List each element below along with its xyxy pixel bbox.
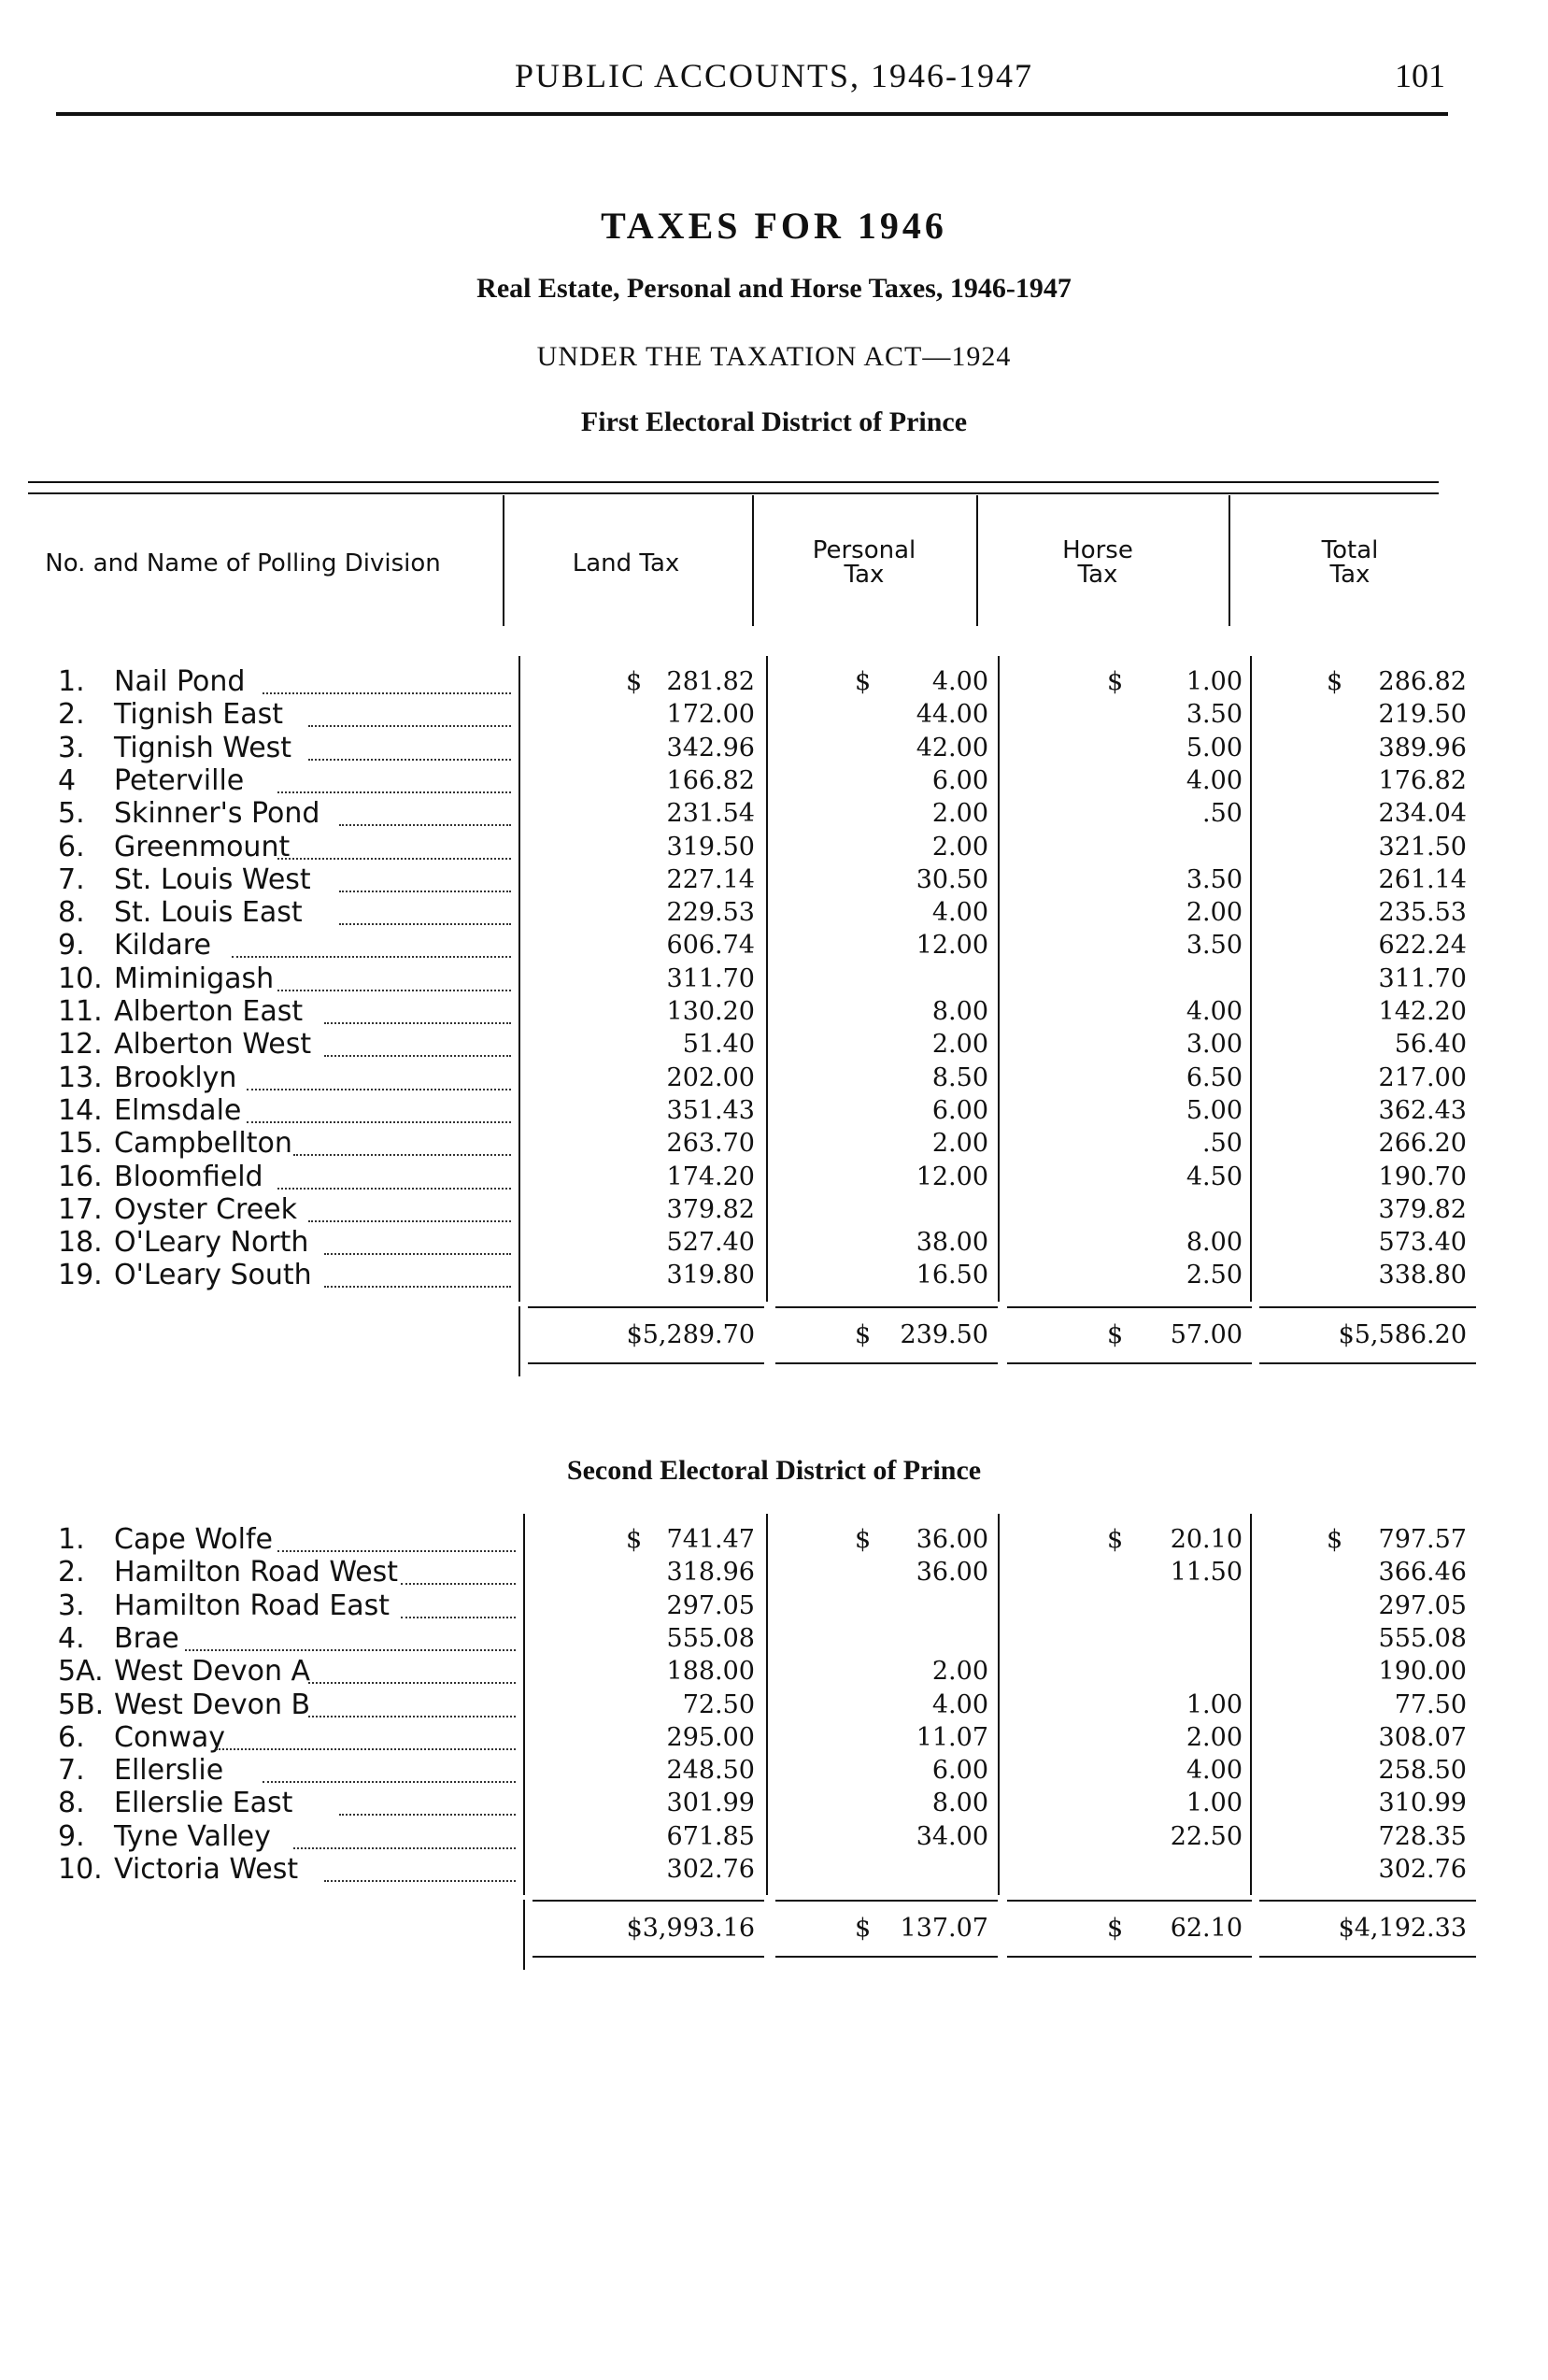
total-rule	[1007, 1306, 1252, 1308]
dot-leader	[277, 1188, 511, 1190]
division-name: Miminigash	[114, 962, 275, 995]
land-tax-value: 229.53	[666, 898, 755, 928]
dot-leader	[263, 692, 512, 694]
land-tax-value: 281.82	[666, 667, 755, 696]
land-tax-value: 202.00	[666, 1062, 755, 1092]
division-name: Hamilton Road West	[114, 1556, 399, 1589]
polling-division	[58, 1523, 273, 1556]
dot-leader	[324, 1055, 512, 1057]
horse-tax-total: 62.10	[1170, 1914, 1243, 1944]
column-divider	[1250, 1514, 1252, 1895]
land-tax-value: 379.82	[666, 1194, 755, 1224]
polling-division	[58, 1028, 311, 1061]
personal-tax-value: 6.00	[931, 1095, 988, 1125]
total-tax-value: 176.82	[1378, 765, 1467, 795]
division-number: 14.	[58, 1093, 103, 1127]
division-name: Elmsdale	[114, 1093, 242, 1127]
column-divider	[518, 656, 520, 1302]
header-divider	[503, 495, 504, 626]
division-name: Oyster Creek	[114, 1192, 297, 1226]
total-tax-total: $5,586.20	[1338, 1319, 1467, 1349]
total-rule	[1007, 1900, 1252, 1902]
total-tax-value: 261.14	[1378, 864, 1467, 894]
column-divider	[998, 1514, 1000, 1895]
division-number: 7.	[58, 1754, 85, 1788]
dot-leader	[277, 1550, 516, 1552]
total-tax-value: 362.43	[1378, 1095, 1467, 1125]
dot-leader	[308, 1220, 511, 1222]
polling-division	[58, 698, 283, 731]
header-divider	[1228, 495, 1230, 626]
division-number: 18.	[58, 1226, 103, 1260]
land-tax-value: 342.96	[666, 733, 755, 762]
dot-leader	[324, 1286, 512, 1288]
dot-leader	[339, 824, 511, 826]
dollar-sign: $	[626, 1525, 643, 1554]
division-name: O'Leary North	[114, 1226, 309, 1260]
polling-division	[58, 1161, 263, 1193]
horse-tax-value: 2.50	[1186, 1261, 1243, 1290]
dot-leader	[324, 1880, 517, 1882]
horse-tax-value: 1.00	[1186, 1789, 1243, 1818]
polling-division	[58, 665, 245, 698]
dot-leader	[277, 791, 511, 793]
total-tax-value: 258.50	[1378, 1756, 1467, 1786]
personal-tax-value: 12.00	[916, 1161, 988, 1191]
division-name: Kildare	[114, 929, 211, 962]
polling-division	[58, 732, 291, 764]
total-tax-value: 622.24	[1378, 931, 1467, 961]
total-tax-value: 366.46	[1378, 1558, 1467, 1588]
personal-tax-value: 38.00	[916, 1228, 988, 1258]
polling-division	[58, 764, 244, 797]
division-number: 3.	[58, 1589, 85, 1622]
division-number: 17.	[58, 1192, 103, 1226]
horse-tax-value: 1.00	[1186, 667, 1243, 696]
dot-leader	[339, 891, 511, 892]
total-rule	[533, 1900, 764, 1902]
land-tax-value: 166.82	[666, 765, 755, 795]
dot-leader	[308, 1716, 516, 1717]
division-number: 3.	[58, 731, 85, 764]
land-tax-value: 297.05	[666, 1590, 755, 1620]
dot-leader	[247, 1121, 511, 1123]
division-name: Brooklyn	[114, 1061, 237, 1094]
total-tax-value: 219.50	[1378, 700, 1467, 730]
polling-division	[58, 863, 311, 896]
polling-division	[58, 929, 211, 962]
dollar-sign: $	[1107, 667, 1124, 696]
division-name: Victoria West	[114, 1853, 299, 1886]
total-tax-value: 308.07	[1378, 1722, 1467, 1752]
land-tax-value: 319.50	[666, 832, 755, 862]
dot-leader	[277, 858, 511, 860]
division-number: 5.	[58, 797, 85, 831]
land-tax-value: 311.70	[666, 963, 755, 993]
horse-tax-value: 1.00	[1186, 1689, 1243, 1719]
dot-leader	[216, 1748, 516, 1750]
dollar-sign: $	[855, 667, 872, 696]
land-tax-value: 188.00	[666, 1657, 755, 1687]
polling-division	[58, 1655, 310, 1688]
total-tax-value: 77.50	[1394, 1689, 1467, 1719]
total-rule	[1259, 1956, 1476, 1958]
personal-tax-value: 42.00	[916, 733, 988, 762]
dot-leader	[247, 1089, 511, 1090]
personal-tax-value: 34.00	[916, 1821, 988, 1851]
total-rule	[775, 1362, 998, 1364]
division-number: 5A.	[58, 1655, 104, 1689]
horse-tax-value: .50	[1202, 1129, 1243, 1159]
horse-tax-value: 11.50	[1170, 1558, 1243, 1588]
personal-tax-value: 12.00	[916, 931, 988, 961]
dollar-sign: $	[1107, 1525, 1124, 1554]
division-number: 9.	[58, 929, 85, 962]
total-tax-value: 338.80	[1378, 1261, 1467, 1290]
polling-division	[58, 1259, 312, 1291]
land-tax-value: 295.00	[666, 1722, 755, 1752]
division-name: Ellerslie East	[114, 1787, 293, 1820]
division-number: 2.	[58, 698, 85, 732]
personal-tax-value: 2.00	[931, 799, 988, 829]
land-tax-value: 527.40	[666, 1228, 755, 1258]
dot-leader	[339, 1814, 516, 1816]
division-number: 6.	[58, 1720, 85, 1754]
division-name: O'Leary South	[114, 1259, 312, 1292]
total-tax-value: 190.70	[1378, 1161, 1467, 1191]
land-tax-value: 671.85	[666, 1821, 755, 1851]
polling-division	[58, 1820, 271, 1853]
total-tax-value: 310.99	[1378, 1789, 1467, 1818]
dot-leader	[308, 1682, 516, 1684]
polling-division	[58, 1226, 308, 1259]
division-name: Cape Wolfe	[114, 1523, 273, 1556]
land-tax-value: 174.20	[666, 1161, 755, 1191]
personal-tax-value: 6.00	[931, 1756, 988, 1786]
horse-tax-total: 57.00	[1170, 1319, 1243, 1349]
division-number: 8.	[58, 896, 85, 930]
dot-leader	[308, 759, 511, 761]
personal-tax-value: 30.50	[916, 864, 988, 894]
district-2-title: Second Electoral District of Prince	[566, 1455, 982, 1486]
polling-division	[58, 1853, 298, 1886]
dot-leader	[263, 1781, 517, 1783]
division-number: 11.	[58, 995, 103, 1028]
column-divider	[1250, 656, 1252, 1302]
subtitle: Real Estate, Personal and Horse Taxes, 1946-1947	[476, 273, 1072, 304]
polling-division	[58, 1689, 310, 1721]
total-rule	[775, 1956, 998, 1958]
personal-tax-total: 239.50	[900, 1319, 988, 1349]
division-name: Bloomfield	[114, 1160, 263, 1193]
total-rule	[1259, 1362, 1476, 1364]
col-header-horse-line1: Horse	[1062, 536, 1133, 564]
division-name: Tignish East	[114, 698, 284, 732]
dollar-sign: $	[855, 1914, 872, 1944]
dot-leader	[232, 956, 512, 958]
dot-leader	[339, 923, 511, 925]
division-number: 5B.	[58, 1688, 105, 1721]
personal-tax-value: 2.00	[931, 832, 988, 862]
total-tax-value: 266.20	[1378, 1129, 1467, 1159]
polling-division	[58, 1754, 223, 1787]
land-tax-value: 741.47	[666, 1525, 755, 1554]
land-tax-value: 301.99	[666, 1789, 755, 1818]
land-tax-value: 72.50	[682, 1689, 755, 1719]
dollar-sign: $	[1107, 1319, 1124, 1349]
division-number: 1.	[58, 1523, 85, 1556]
page-number: 101	[1395, 57, 1445, 94]
running-title: PUBLIC ACCOUNTS, 1946-1947	[514, 57, 1034, 94]
col-header-personal-line1: Personal	[812, 536, 916, 564]
division-name: West Devon B	[114, 1688, 311, 1721]
land-tax-value: 172.00	[666, 700, 755, 730]
division-name: Skinner's Pond	[114, 797, 320, 831]
personal-tax-value: 16.50	[916, 1261, 988, 1290]
horse-tax-value: 3.50	[1186, 700, 1243, 730]
division-number: 8.	[58, 1787, 85, 1820]
land-tax-value: 248.50	[666, 1756, 755, 1786]
polling-division	[58, 1721, 225, 1754]
dollar-sign: $	[626, 667, 643, 696]
dot-leader	[401, 1583, 516, 1585]
horse-tax-value: 4.00	[1186, 997, 1243, 1026]
division-name: Alberton East	[114, 995, 304, 1028]
dollar-sign: $	[1327, 1525, 1343, 1554]
column-divider	[998, 656, 1000, 1302]
total-tax-value: 286.82	[1378, 667, 1467, 696]
total-tax-value: 297.05	[1378, 1590, 1467, 1620]
horse-tax-value: 22.50	[1170, 1821, 1243, 1851]
table-top-rule	[28, 481, 1439, 494]
col-header-land: Land Tax	[572, 549, 680, 577]
division-number: 1.	[58, 665, 85, 698]
total-rule	[528, 1306, 764, 1308]
col-header-total-line2: Tax	[1329, 561, 1370, 589]
total-tax-value: 379.82	[1378, 1194, 1467, 1224]
header-rule	[56, 112, 1448, 116]
dot-leader	[293, 1847, 517, 1849]
division-name: Conway	[114, 1720, 225, 1754]
polling-division	[58, 1787, 292, 1819]
col-header-personal	[752, 538, 976, 587]
column-divider	[523, 1900, 525, 1970]
land-tax-value: 319.80	[666, 1261, 755, 1290]
division-number: 15.	[58, 1127, 103, 1161]
polling-division	[58, 962, 274, 995]
division-number: 12.	[58, 1028, 103, 1062]
polling-division	[58, 797, 320, 830]
division-name: Alberton West	[114, 1028, 312, 1062]
horse-tax-value: 2.00	[1186, 1722, 1243, 1752]
land-tax-value: 606.74	[666, 931, 755, 961]
land-tax-value: 318.96	[666, 1558, 755, 1588]
division-name: Greenmount	[114, 830, 291, 863]
division-number: 10.	[58, 962, 103, 995]
total-tax-value: 797.57	[1378, 1525, 1467, 1554]
total-tax-value: 573.40	[1378, 1228, 1467, 1258]
horse-tax-value: 5.00	[1186, 733, 1243, 762]
division-name: Brae	[114, 1621, 179, 1655]
total-tax-value: 302.76	[1378, 1855, 1467, 1884]
personal-tax-value: 2.00	[931, 1657, 988, 1687]
col-header-horse-line2: Tax	[1077, 561, 1118, 589]
personal-tax-value: 36.00	[916, 1525, 988, 1554]
division-name: Ellerslie	[114, 1754, 224, 1788]
total-rule	[528, 1362, 764, 1364]
total-tax-value: 217.00	[1378, 1062, 1467, 1092]
land-tax-value: 302.76	[666, 1855, 755, 1884]
horse-tax-value: 3.50	[1186, 931, 1243, 961]
personal-tax-value: 4.00	[931, 667, 988, 696]
col-header-name: No. and Name of Polling Division	[45, 549, 441, 577]
division-name: Nail Pond	[114, 665, 246, 698]
total-tax-value: 235.53	[1378, 898, 1467, 928]
polling-division	[58, 1094, 241, 1127]
land-tax-value: 231.54	[666, 799, 755, 829]
total-tax-total: $4,192.33	[1338, 1914, 1467, 1944]
total-tax-value: 142.20	[1378, 997, 1467, 1026]
total-rule	[1007, 1956, 1252, 1958]
col-header-total	[1228, 538, 1471, 587]
main-title: TAXES FOR 1946	[601, 205, 947, 247]
polling-division	[58, 896, 303, 929]
land-tax-value: 351.43	[666, 1095, 755, 1125]
col-header-horse	[976, 538, 1219, 587]
polling-division	[58, 995, 303, 1028]
division-number: 10.	[58, 1853, 103, 1886]
polling-division	[58, 1127, 292, 1160]
polling-division	[58, 1556, 398, 1589]
division-number: 19.	[58, 1259, 103, 1292]
land-tax-total: $5,289.70	[626, 1319, 755, 1349]
column-divider	[766, 1514, 768, 1895]
division-number: 4.	[58, 1621, 85, 1655]
division-name: St. Louis West	[114, 862, 311, 896]
personal-tax-value: 44.00	[916, 700, 988, 730]
personal-tax-value: 11.07	[916, 1722, 988, 1752]
division-name: West Devon A	[114, 1655, 311, 1689]
personal-tax-value: 8.00	[931, 1789, 988, 1818]
col-header-personal-line2: Tax	[844, 561, 885, 589]
division-number: 4	[58, 763, 77, 797]
total-rule	[1007, 1362, 1252, 1364]
horse-tax-value: 4.00	[1186, 765, 1243, 795]
total-tax-value: 56.40	[1394, 1030, 1467, 1060]
header-divider	[752, 495, 754, 626]
col-header-total-line1: Total	[1321, 536, 1379, 564]
division-number: 6.	[58, 830, 85, 863]
polling-division	[58, 1062, 236, 1094]
total-rule	[1259, 1306, 1476, 1308]
personal-tax-value: 36.00	[916, 1558, 988, 1588]
land-tax-value: 51.40	[682, 1030, 755, 1060]
personal-tax-value: 4.00	[931, 1689, 988, 1719]
dollar-sign: $	[1107, 1914, 1124, 1944]
dot-leader	[293, 1154, 512, 1156]
horse-tax-value: 3.50	[1186, 864, 1243, 894]
polling-division	[58, 831, 290, 863]
dot-leader	[185, 1649, 516, 1651]
horse-tax-value: 4.50	[1186, 1161, 1243, 1191]
horse-tax-value: 8.00	[1186, 1228, 1243, 1258]
column-divider	[523, 1514, 525, 1895]
horse-tax-value: 5.00	[1186, 1095, 1243, 1125]
dot-leader	[324, 1022, 512, 1024]
personal-tax-value: 8.50	[931, 1062, 988, 1092]
dot-leader	[401, 1617, 516, 1618]
dot-leader	[324, 1253, 512, 1255]
total-tax-value: 728.35	[1378, 1821, 1467, 1851]
dot-leader	[277, 990, 511, 991]
total-rule	[1259, 1900, 1476, 1902]
division-number: 13.	[58, 1061, 103, 1094]
horse-tax-value: 4.00	[1186, 1756, 1243, 1786]
polling-division	[58, 1622, 179, 1655]
personal-tax-value: 2.00	[931, 1030, 988, 1060]
total-tax-value: 389.96	[1378, 733, 1467, 762]
personal-tax-value: 4.00	[931, 898, 988, 928]
personal-tax-value: 8.00	[931, 997, 988, 1026]
total-tax-value: 321.50	[1378, 832, 1467, 862]
division-number: 7.	[58, 862, 85, 896]
land-tax-value: 130.20	[666, 997, 755, 1026]
total-rule	[775, 1306, 998, 1308]
total-tax-value: 311.70	[1378, 963, 1467, 993]
land-tax-total: $3,993.16	[626, 1914, 755, 1944]
division-number: 2.	[58, 1556, 85, 1589]
land-tax-value: 555.08	[666, 1623, 755, 1653]
division-name: Tignish West	[114, 731, 292, 764]
polling-division	[58, 1193, 297, 1226]
division-name: Hamilton Road East	[114, 1589, 391, 1622]
horse-tax-value: 3.00	[1186, 1030, 1243, 1060]
district-1-title: First Electoral District of Prince	[580, 406, 968, 437]
horse-tax-value: 6.50	[1186, 1062, 1243, 1092]
land-tax-value: 263.70	[666, 1129, 755, 1159]
division-number: 9.	[58, 1819, 85, 1853]
act-title: UNDER THE TAXATION ACT—1924	[536, 341, 1012, 372]
personal-tax-value: 6.00	[931, 765, 988, 795]
division-name: Campbellton	[114, 1127, 292, 1161]
division-name: Tyne Valley	[114, 1819, 271, 1853]
total-tax-value: 190.00	[1378, 1657, 1467, 1687]
personal-tax-value: 2.00	[931, 1129, 988, 1159]
division-number: 16.	[58, 1160, 103, 1193]
total-tax-value: 234.04	[1378, 799, 1467, 829]
division-name: Peterville	[114, 763, 245, 797]
land-tax-value: 227.14	[666, 864, 755, 894]
dollar-sign: $	[1327, 667, 1343, 696]
column-divider	[766, 656, 768, 1302]
horse-tax-value: 20.10	[1170, 1525, 1243, 1554]
dollar-sign: $	[855, 1525, 872, 1554]
column-divider	[518, 1306, 520, 1376]
personal-tax-total: 137.07	[900, 1914, 988, 1944]
horse-tax-value: .50	[1202, 799, 1243, 829]
horse-tax-value: 2.00	[1186, 898, 1243, 928]
dollar-sign: $	[855, 1319, 872, 1349]
total-rule	[533, 1956, 764, 1958]
division-name: St. Louis East	[114, 896, 303, 930]
page-header	[0, 56, 1548, 112]
dot-leader	[308, 725, 511, 727]
polling-division	[58, 1589, 390, 1622]
header-divider	[976, 495, 978, 626]
total-tax-value: 555.08	[1378, 1623, 1467, 1653]
total-rule	[775, 1900, 998, 1902]
